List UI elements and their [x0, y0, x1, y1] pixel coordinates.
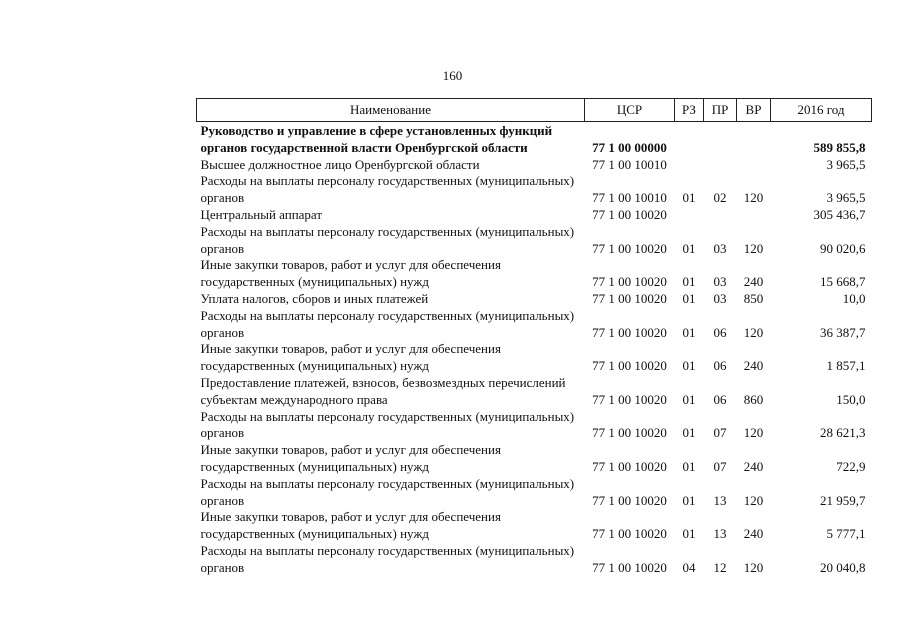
row-name-line: органов [200, 425, 245, 441]
row-name [197, 409, 585, 443]
row-amount: 20 040,8 [820, 559, 866, 575]
table-body [197, 122, 872, 577]
row-csr: 77 1 00 10020 [592, 425, 667, 441]
table-row [197, 207, 872, 224]
row-name-line: Уплата налогов, сборов и иных платежей [200, 290, 429, 306]
row-name-line: Руководство и управление в сфере установленных функций [200, 123, 553, 138]
row-amount: 150,0 [836, 391, 866, 407]
table-row [197, 257, 872, 291]
row-pr: 13 [713, 526, 727, 542]
row-rz: 01 [682, 358, 696, 374]
row-pr: 12 [713, 559, 727, 575]
row-name-line: Иные закупки товаров, работ и услуг для обеспечения [200, 442, 501, 458]
row-amount: 305 436,7 [813, 206, 866, 222]
row-rz: 01 [682, 324, 696, 340]
row-vr: 860 [743, 391, 764, 407]
table-header [197, 99, 872, 122]
row-vr [737, 157, 771, 174]
header-rz: РЗ [675, 99, 704, 122]
header-vr: ВР [737, 99, 771, 122]
row-name [197, 308, 585, 342]
row-vr: 240 [743, 358, 764, 374]
row-name-line: Расходы на выплаты персоналу государственных (муниципальных) [200, 173, 575, 189]
row-vr: 240 [743, 526, 764, 542]
row-name-line: Иные закупки товаров, работ и услуг для обеспечения [200, 341, 501, 357]
row-rz: 01 [682, 274, 696, 290]
row-rz: 04 [682, 559, 696, 575]
row-rz: 01 [682, 290, 696, 306]
row-amount: 90 020,6 [820, 240, 866, 256]
row-csr: 77 1 00 10020 [592, 324, 667, 340]
row-csr: 77 1 00 10020 [592, 559, 667, 575]
header-name: Наименование [197, 99, 585, 122]
table-row [197, 291, 872, 308]
row-name [197, 224, 585, 258]
row-csr: 77 1 00 10020 [592, 274, 667, 290]
row-rz [675, 122, 704, 157]
row-pr: 13 [713, 492, 727, 508]
row-amount: 21 959,7 [820, 492, 866, 508]
row-pr [704, 122, 737, 157]
row-name-line: Расходы на выплаты персоналу государственных (муниципальных) [200, 408, 575, 424]
table-row [197, 157, 872, 174]
table-row [197, 173, 872, 207]
row-name [197, 341, 585, 375]
row-amount: 3 965,5 [826, 190, 866, 206]
row-pr: 06 [713, 358, 727, 374]
table-row [197, 224, 872, 258]
row-csr: 77 1 00 10020 [592, 526, 667, 542]
header-pr: ПР [704, 99, 737, 122]
row-amount: 15 668,7 [820, 274, 866, 290]
row-rz: 01 [682, 391, 696, 407]
row-name [197, 157, 585, 174]
table-row [197, 122, 872, 157]
row-csr: 77 1 00 10020 [592, 391, 667, 407]
table-row [197, 543, 872, 577]
row-vr [737, 122, 771, 157]
row-name [197, 375, 585, 409]
row-name-line: государственных (муниципальных) нужд [200, 358, 429, 374]
row-name-line: Центральный аппарат [200, 206, 323, 222]
table-row [197, 476, 872, 510]
header-year: 2016 год [771, 99, 872, 122]
row-name-line: органов государственной власти Оренбургской области [200, 139, 528, 155]
row-rz [675, 157, 704, 174]
row-pr [704, 207, 737, 224]
row-vr: 850 [743, 290, 764, 306]
row-name-line: органов [200, 190, 245, 206]
row-name-line: органов [200, 492, 245, 508]
row-name-line: государственных (муниципальных) нужд [200, 526, 429, 542]
row-amount: 589 855,8 [813, 139, 866, 155]
row-rz: 01 [682, 190, 696, 206]
row-csr: 77 1 00 10020 [592, 492, 667, 508]
row-rz: 01 [682, 492, 696, 508]
row-vr: 120 [743, 240, 764, 256]
row-name [197, 122, 585, 157]
row-name [197, 442, 585, 476]
row-name-line: государственных (муниципальных) нужд [200, 274, 429, 290]
row-rz [675, 207, 704, 224]
row-csr: 77 1 00 10020 [592, 358, 667, 374]
row-pr: 06 [713, 324, 727, 340]
row-amount: 5 777,1 [826, 526, 866, 542]
row-csr: 77 1 00 10010 [592, 190, 667, 206]
row-name-line: Высшее должностное лицо Оренбургской области [200, 156, 480, 172]
budget-table [196, 98, 872, 577]
row-name-line: Расходы на выплаты персоналу государственных (муниципальных) [200, 475, 575, 491]
row-rz: 01 [682, 240, 696, 256]
row-csr: 77 1 00 10020 [592, 240, 667, 256]
row-name-line: органов [200, 240, 245, 256]
row-pr: 07 [713, 458, 727, 474]
row-name-line: государственных (муниципальных) нужд [200, 458, 429, 474]
row-csr: 77 1 00 10010 [592, 156, 667, 172]
row-name [197, 543, 585, 577]
row-vr: 120 [743, 324, 764, 340]
row-vr: 240 [743, 458, 764, 474]
row-name [197, 291, 585, 308]
row-amount: 1 857,1 [826, 358, 866, 374]
row-pr [704, 157, 737, 174]
row-name [197, 207, 585, 224]
row-name-line: Иные закупки товаров, работ и услуг для обеспечения [200, 509, 501, 525]
row-rz: 01 [682, 526, 696, 542]
row-csr: 77 1 00 10020 [592, 206, 667, 222]
row-pr: 03 [713, 240, 727, 256]
header-csr: ЦСР [585, 99, 675, 122]
row-amount: 722,9 [836, 458, 866, 474]
table-row [197, 375, 872, 409]
row-name [197, 509, 585, 543]
table-row [197, 308, 872, 342]
row-amount: 36 387,7 [820, 324, 866, 340]
row-name-line: органов [200, 559, 245, 575]
row-name-line: органов [200, 324, 245, 340]
row-name-line: субъектам международного права [200, 391, 388, 407]
table-row [197, 409, 872, 443]
row-vr: 120 [743, 492, 764, 508]
row-vr [737, 207, 771, 224]
row-pr: 06 [713, 391, 727, 407]
page-number: 160 [442, 68, 463, 83]
row-name [197, 173, 585, 207]
row-name [197, 257, 585, 291]
row-pr: 02 [713, 190, 727, 206]
row-rz: 01 [682, 458, 696, 474]
row-amount: 3 965,5 [826, 156, 866, 172]
row-rz: 01 [682, 425, 696, 441]
row-name-line: Предоставление платежей, взносов, безвозмездных перечислений [200, 374, 566, 390]
row-csr: 77 1 00 10020 [592, 290, 667, 306]
row-name-line: Расходы на выплаты персоналу государственных (муниципальных) [200, 307, 575, 323]
row-amount: 28 621,3 [820, 425, 866, 441]
table-row [197, 442, 872, 476]
row-vr: 120 [743, 190, 764, 206]
row-vr: 240 [743, 274, 764, 290]
row-csr: 77 1 00 10020 [592, 458, 667, 474]
row-name [197, 476, 585, 510]
row-vr: 120 [743, 559, 764, 575]
row-name-line: Расходы на выплаты персоналу государственных (муниципальных) [200, 542, 575, 558]
table-row [197, 341, 872, 375]
row-amount: 10,0 [842, 290, 866, 306]
row-pr: 03 [713, 290, 727, 306]
row-csr: 77 1 00 00000 [592, 139, 667, 155]
row-name-line: Иные закупки товаров, работ и услуг для обеспечения [200, 257, 501, 273]
row-pr: 03 [713, 274, 727, 290]
row-vr: 120 [743, 425, 764, 441]
row-name-line: Расходы на выплаты персоналу государственных (муниципальных) [200, 223, 575, 239]
row-pr: 07 [713, 425, 727, 441]
table-row [197, 509, 872, 543]
